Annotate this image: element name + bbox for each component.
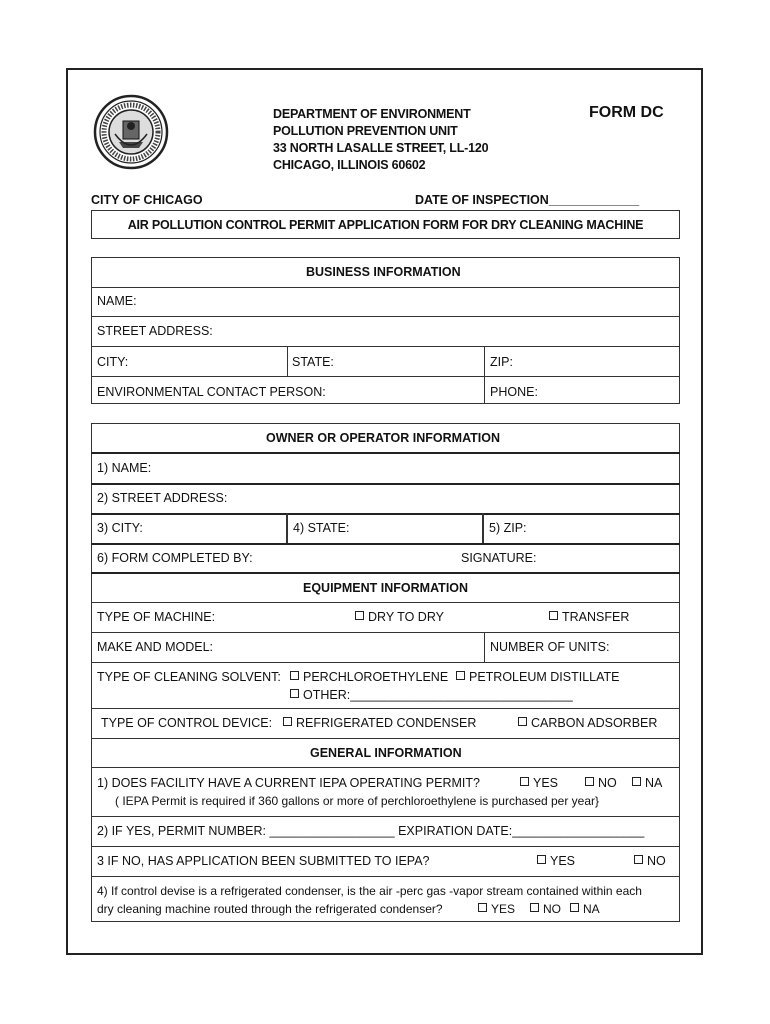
q1-yes-checkbox[interactable] <box>520 776 558 790</box>
contact-person-field[interactable]: ENVIRONMENTAL CONTACT PERSON: <box>97 385 326 399</box>
perc-checkbox[interactable] <box>290 670 448 684</box>
dry-to-dry-checkbox[interactable] <box>355 610 444 624</box>
q4-na-checkbox[interactable] <box>570 902 600 916</box>
yes-label: YES <box>491 902 516 916</box>
q3-no-checkbox[interactable] <box>634 854 666 868</box>
city-seal-icon <box>93 94 169 170</box>
q1-no-checkbox[interactable] <box>585 776 617 790</box>
checkbox-icon <box>632 777 641 786</box>
checkbox-icon <box>518 717 527 726</box>
agency-header <box>273 106 488 174</box>
owner-state-field[interactable]: 4) STATE: <box>293 521 350 535</box>
form-title: AIR POLLUTION CONTROL PERMIT APPLICATION FORM FOR DRY CLEANING MACHINE <box>91 210 680 239</box>
q3-text: 3 IF NO, HAS APPLICATION BEEN SUBMITTED TO IEPA? <box>97 854 430 868</box>
petroleum-label: PETROLEUM DISTILLATE <box>469 670 620 684</box>
na-label: NA <box>583 902 600 916</box>
business-street-field[interactable]: STREET ADDRESS: <box>97 324 213 338</box>
dry-to-dry-label: DRY TO DRY <box>368 610 444 624</box>
carbon-label: CARBON ADSORBER <box>531 716 658 730</box>
owner-zip-field[interactable]: 5) ZIP: <box>489 521 527 535</box>
q4-text-line1: 4) If control devise is a refrigerated condenser, is the air -perc gas -vapor stream contained within each <box>97 884 642 898</box>
business-zip-field[interactable]: ZIP: <box>490 355 513 369</box>
owner-city-field[interactable]: 3) CITY: <box>97 521 143 535</box>
q1-na-checkbox[interactable] <box>632 776 662 790</box>
petroleum-checkbox[interactable] <box>456 670 620 684</box>
business-heading: BUSINESS INFORMATION <box>306 265 461 279</box>
q4-text-line2: dry cleaning machine routed through the refrigerated condenser? <box>97 902 443 916</box>
no-label: NO <box>598 776 617 790</box>
solvent-type-label: TYPE OF CLEANING SOLVENT: <box>97 670 281 684</box>
transfer-label: TRANSFER <box>562 610 630 624</box>
q2-permit-number-field[interactable]: 2) IF YES, PERMIT NUMBER: __________________ EXPIRATION DATE:___________________ <box>97 824 645 838</box>
checkbox-icon <box>537 855 546 864</box>
transfer-checkbox[interactable] <box>549 610 629 624</box>
form-id: FORM DC <box>589 104 664 121</box>
yes-label: YES <box>550 854 576 868</box>
no-label: NO <box>543 902 561 916</box>
checkbox-icon <box>520 777 529 786</box>
dept-name: DEPARTMENT OF ENVIRONMENT <box>273 107 471 121</box>
signature-field[interactable]: SIGNATURE: <box>461 551 537 565</box>
number-of-units-field[interactable]: NUMBER OF UNITS: <box>490 640 610 654</box>
city-state: CHICAGO, ILLINOIS 60602 <box>273 158 426 172</box>
unit-name: POLLUTION PREVENTION UNIT <box>273 124 458 138</box>
perc-label: PERCHLOROETHYLENE <box>303 670 449 684</box>
street-address: 33 NORTH LASALLE STREET, LL-120 <box>273 141 489 155</box>
refrigerated-condenser-checkbox[interactable] <box>283 716 476 730</box>
checkbox-icon <box>290 671 299 680</box>
date-of-inspection-field[interactable]: DATE OF INSPECTION_____________ <box>415 193 640 207</box>
checkbox-icon <box>456 671 465 680</box>
checkbox-icon <box>634 855 643 864</box>
machine-type-label: TYPE OF MACHINE: <box>97 610 216 624</box>
owner-street-field[interactable]: 2) STREET ADDRESS: <box>97 491 228 505</box>
q1-text: 1) DOES FACILITY HAVE A CURRENT IEPA OPERATING PERMIT? <box>97 776 480 790</box>
form-completed-by-field[interactable]: 6) FORM COMPLETED BY: <box>97 551 253 565</box>
checkbox-icon <box>570 903 579 912</box>
other-solvent-label: OTHER:________________________________ <box>303 688 573 702</box>
q1-note: ( IEPA Permit is required if 360 gallons or more of perchloroethylene is purchased per year} <box>115 794 600 808</box>
make-model-field[interactable]: MAKE AND MODEL: <box>97 640 213 654</box>
checkbox-icon <box>355 611 364 620</box>
checkbox-icon <box>290 689 299 698</box>
city-label: CITY OF CHICAGO <box>91 193 203 207</box>
owner-name-field[interactable]: 1) NAME: <box>97 461 152 475</box>
equipment-heading: EQUIPMENT INFORMATION <box>303 581 469 595</box>
no-label: NO <box>647 854 666 868</box>
checkbox-icon <box>530 903 539 912</box>
q4-no-checkbox[interactable] <box>530 902 561 916</box>
other-solvent-checkbox[interactable] <box>290 688 573 702</box>
checkbox-icon <box>283 717 292 726</box>
business-city-field[interactable]: CITY: <box>97 355 129 369</box>
business-name-field[interactable]: NAME: <box>97 294 137 308</box>
yes-label: YES <box>533 776 559 790</box>
business-phone-field[interactable]: PHONE: <box>490 385 538 399</box>
carbon-adsorber-checkbox[interactable] <box>518 716 657 730</box>
checkbox-icon <box>585 777 594 786</box>
checkbox-icon <box>478 903 487 912</box>
q3-yes-checkbox[interactable] <box>537 854 575 868</box>
q4-yes-checkbox[interactable] <box>478 902 515 916</box>
general-heading: GENERAL INFORMATION <box>310 746 462 760</box>
refrigerated-label: REFRIGERATED CONDENSER <box>296 716 477 730</box>
control-device-label: TYPE OF CONTROL DEVICE: <box>101 716 273 730</box>
na-label: NA <box>645 776 663 790</box>
owner-heading: OWNER OR OPERATOR INFORMATION <box>266 431 501 445</box>
business-state-field[interactable]: STATE: <box>292 355 334 369</box>
checkbox-icon <box>549 611 558 620</box>
